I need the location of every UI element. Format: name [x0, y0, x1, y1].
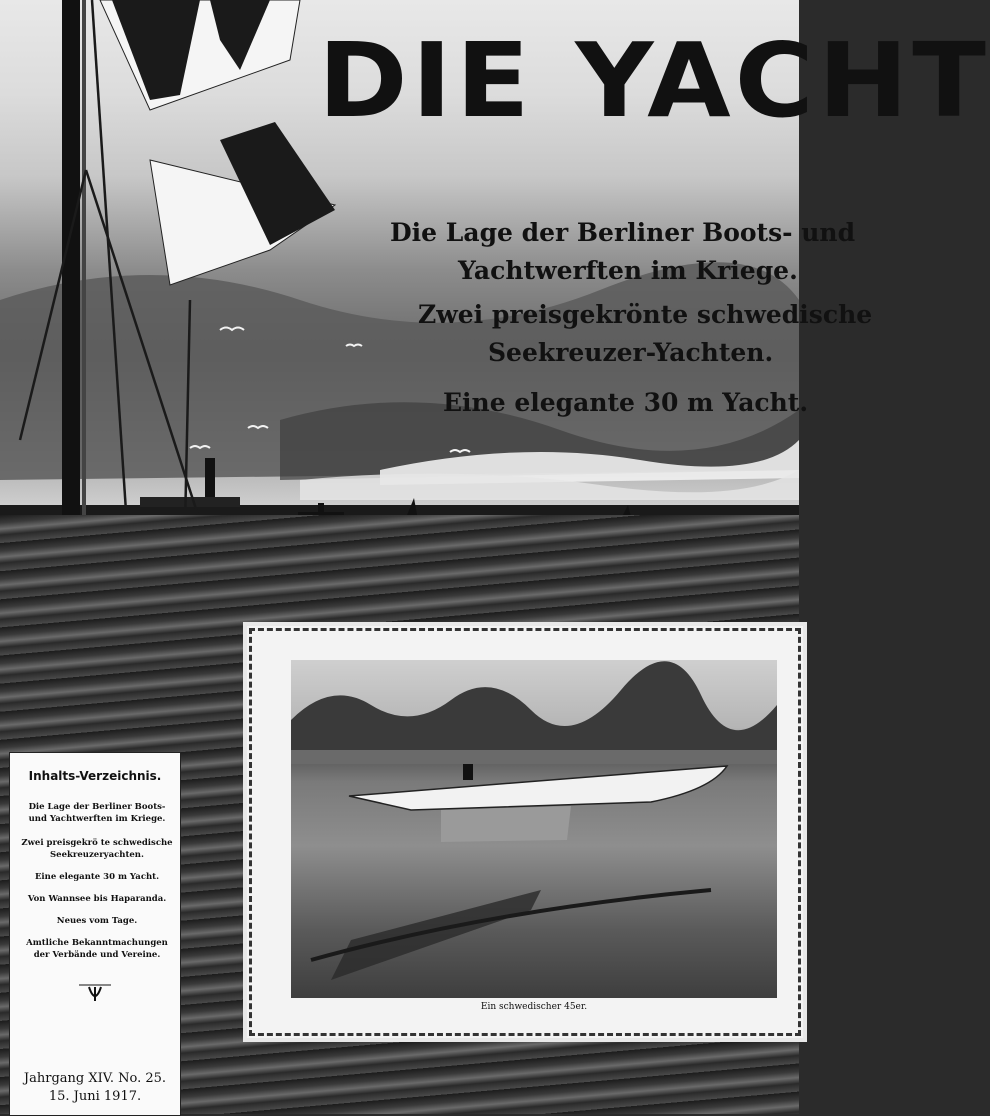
toc-heading: Inhalts-Verzeichnis.	[28, 769, 162, 783]
issue-date: 15. Juni 1917.	[48, 1089, 142, 1104]
headline-line-4: Seekreuzer-Yachten.	[488, 338, 774, 367]
yacht-photo-drawing	[291, 660, 777, 998]
toc-item: Neues vom Tage.	[56, 916, 138, 926]
ornament-icon	[77, 981, 113, 1005]
masthead-title: DIE YACHT	[318, 22, 990, 141]
headline-line-3: Zwei preisgekrönte schwedische	[418, 300, 873, 329]
photo-caption: Ein schwedischer 45er.	[480, 1002, 588, 1012]
toc-item: Eine elegante 30 m Yacht.	[34, 872, 160, 882]
volume-number: Jahrgang XIV. No. 25.	[23, 1071, 167, 1086]
toc-item: Amtliche Bekanntmachungen der Verbände und Vereine.	[26, 938, 168, 960]
toc-item: Zwei preisgekrö te schwedische Seekreuzeryachten.	[21, 838, 173, 860]
table-of-contents	[9, 752, 181, 1116]
headline-line-1: Die Lage der Berliner Boots- und	[390, 218, 856, 247]
photo-frame	[243, 622, 807, 1042]
headline-line-2: Yachtwerften im Kriege.	[458, 256, 798, 285]
headline-line-5: Eine elegante 30 m Yacht.	[443, 388, 809, 417]
toc-item: Von Wannsee bis Haparanda.	[27, 894, 167, 904]
toc-item: Die Lage der Berliner Boots- und Yachtwerften im Kriege.	[28, 802, 166, 824]
yacht-photo	[291, 660, 777, 998]
